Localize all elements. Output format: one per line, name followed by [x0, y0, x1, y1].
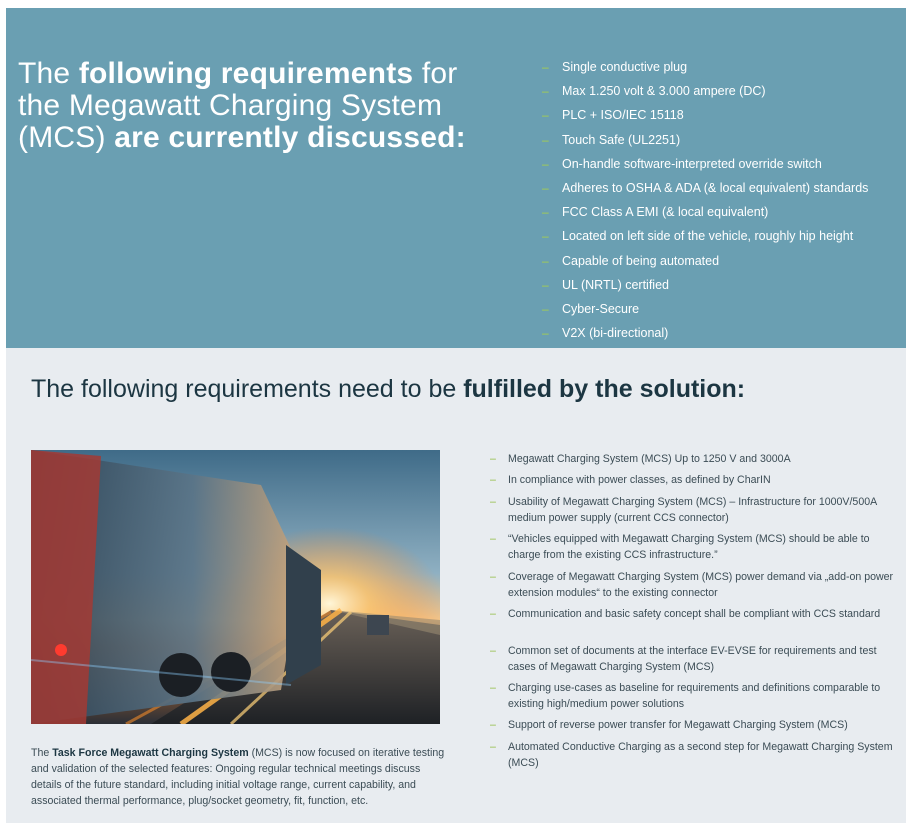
dash-bullet-icon: – [542, 229, 549, 244]
dash-bullet-icon: – [542, 326, 549, 341]
list-item: – Automated Conductive Charging as a second step for Megawatt Charging System (MCS) [490, 741, 893, 769]
list-item: – Common set of documents at the interface EV-EVSE for requirements and test cases of Megawatt Charging System (MCS) [490, 645, 877, 673]
list-item: – On-handle software-interpreted override switch [542, 152, 868, 176]
dash-bullet-icon: – [490, 571, 496, 583]
list-item: – PLC + ISO/IEC 15118 [542, 103, 868, 127]
list-item: – Max 1.250 volt & 3.000 ampere (DC) [542, 79, 868, 103]
list-item: – FCC Class A EMI (& local equivalent) [542, 200, 868, 224]
list-item: – Support of reverse power transfer for Megawatt Charging System (MCS) [490, 719, 848, 731]
list-item: – Adheres to OSHA & ADA (& local equivalent) standards [542, 176, 868, 200]
dash-bullet-icon: – [490, 608, 496, 620]
list-item: – Communication and basic safety concept shall be compliant with CCS standard [490, 608, 881, 620]
solution-requirements-section [6, 348, 906, 823]
list-item: – Touch Safe (UL2251) [542, 128, 868, 152]
panel-headline [18, 58, 488, 154]
truck-highway-photo [31, 450, 440, 724]
list-item: – Megawatt Charging System (MCS) Up to 1250 V and 3000A [490, 453, 791, 465]
list-item: – V2X (bi-directional) [542, 321, 868, 345]
dash-bullet-icon: – [490, 719, 496, 731]
dash-bullet-icon: – [542, 156, 549, 171]
list-item: – UL (NRTL) certified [542, 273, 868, 297]
dash-bullet-icon: – [490, 741, 496, 753]
dash-bullet-icon: – [542, 277, 549, 292]
section-title: The following requirements need to be fulfilled by the solution: [31, 375, 746, 403]
list-item: – Cyber-Secure [542, 297, 868, 321]
list-item: – “Vehicles equipped with Megawatt Charging System (MCS) should be able to charge from the existing CCS infrastructure.” [490, 533, 870, 561]
list-item: – Single conductive plug [542, 55, 868, 79]
list-item: – Usability of Megawatt Charging System (MCS) – Infrastructure for 1000V/500A medium power supply (current CCS connector) [490, 496, 877, 524]
list-item: – In compliance with power classes, as defined by CharIN [490, 474, 771, 486]
dash-bullet-icon: – [490, 474, 496, 486]
dash-bullet-icon: – [542, 301, 549, 316]
discussed-requirements-list [542, 55, 868, 345]
list-item: – Charging use-cases as baseline for requirements and definitions comparable to existing high/medium power solutions [490, 682, 881, 710]
dash-bullet-icon: – [542, 84, 549, 99]
dash-bullet-icon: – [542, 60, 549, 74]
dash-bullet-icon: – [542, 180, 549, 195]
dash-bullet-icon: – [490, 682, 496, 694]
headline-bold-2: are currently discussed: [114, 121, 466, 154]
dash-bullet-icon: – [490, 645, 496, 657]
dash-bullet-icon: – [542, 108, 549, 123]
list-item: – Capable of being automated [542, 249, 868, 273]
list-item: – Coverage of Megawatt Charging System (MCS) power demand via „add-on power extension modules“ to the existing connector [490, 571, 894, 599]
dash-bullet-icon: – [490, 496, 496, 508]
headline-text-2: for the Megawatt Charging System (MCS) [18, 57, 458, 154]
task-force-intro: The Task Force Megawatt Charging System (MCS) is now focused on iterative testing and validation of the selected features: Ongoing regular technical meetings discuss details of the future standard, including initial voltage range, current capability, and associated thermal performance, plug/socket geometry, fit, function, etc. [31, 747, 445, 807]
list-item: – Located on left side of the vehicle, roughly hip height [542, 224, 868, 248]
dash-bullet-icon: – [542, 132, 549, 147]
headline-text-1: The [18, 57, 79, 90]
discussed-requirements-panel [6, 8, 906, 348]
headline-bold-1: following requirements [78, 57, 414, 90]
dash-bullet-icon: – [542, 205, 549, 220]
truck-photo-icon [31, 450, 440, 724]
dash-bullet-icon: – [490, 453, 496, 465]
dash-bullet-icon: – [490, 533, 496, 545]
dash-bullet-icon: – [542, 253, 549, 268]
